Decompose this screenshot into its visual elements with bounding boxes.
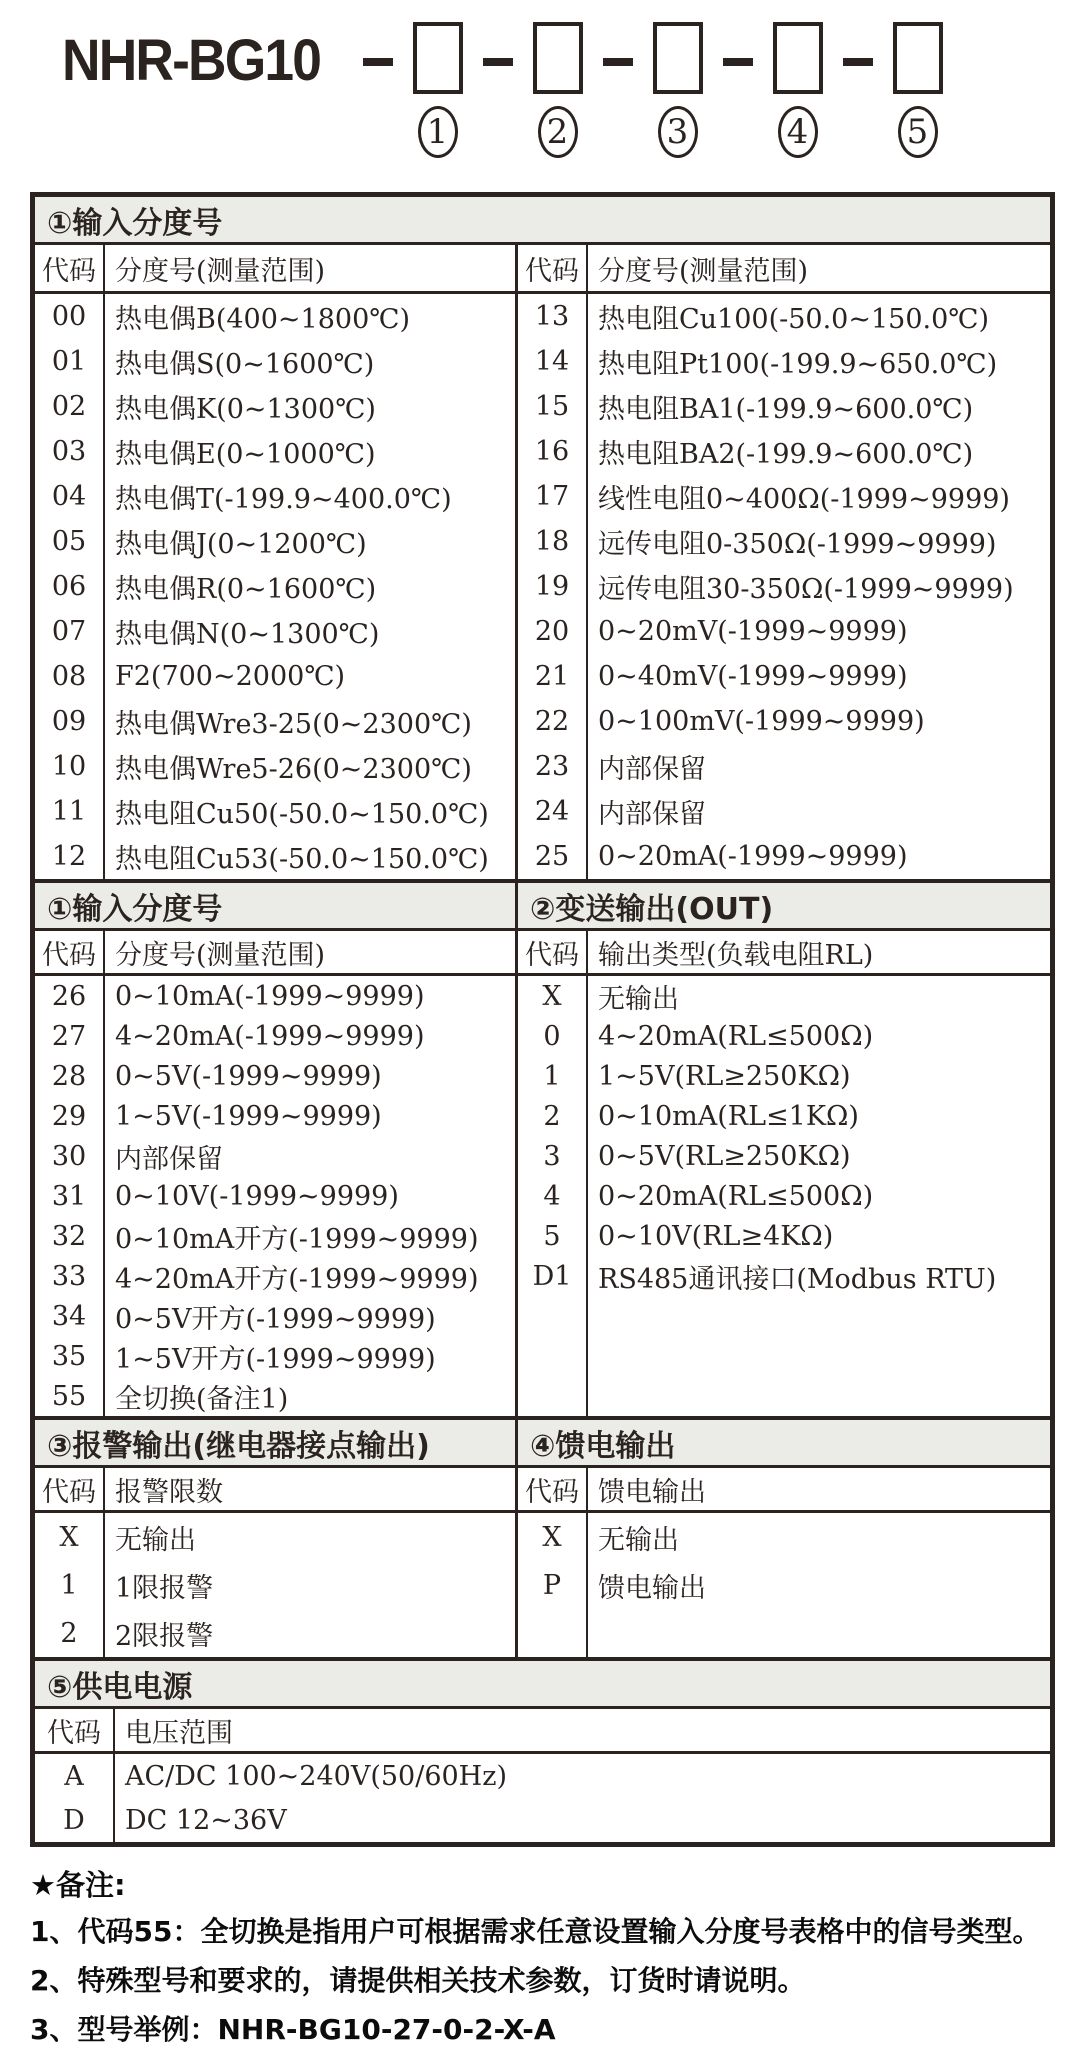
code-header: 代码 <box>518 1468 588 1510</box>
table-row <box>35 976 515 1016</box>
circled-number: 1 <box>418 106 458 158</box>
column-header-row <box>35 1468 515 1513</box>
code-cell: 4 <box>518 1176 588 1216</box>
note-item: 3、型号举例：NHR-BG10-27-0-2-X-A <box>30 2013 556 2046</box>
code-cell: 02 <box>35 384 105 429</box>
table-row <box>35 609 515 654</box>
table-row <box>518 654 1050 699</box>
table-row <box>35 1056 515 1096</box>
desc-cell: RS485通讯接口(Modbus RTU) <box>598 1263 997 1295</box>
table-row <box>35 564 515 609</box>
desc-header: 分度号(测量范围) <box>115 939 326 971</box>
desc-header: 报警限数 <box>115 1476 223 1508</box>
table-row <box>518 294 1050 339</box>
model-prefix: NHR-BG10 <box>62 28 321 93</box>
code-header: 代码 <box>518 245 588 291</box>
table-row <box>35 1336 515 1376</box>
dash-separator <box>603 58 633 66</box>
code-cell: D1 <box>518 1256 588 1296</box>
desc-cell: 0~20mA(RL≤500Ω) <box>598 1180 874 1212</box>
table-row <box>35 1136 515 1176</box>
code-cell: 2 <box>35 1609 105 1657</box>
code-cell: 03 <box>35 429 105 474</box>
code-cell: 22 <box>518 699 588 744</box>
table-row <box>518 519 1050 564</box>
code-header: 代码 <box>35 1709 115 1751</box>
table-row <box>518 429 1050 474</box>
code-cell: 55 <box>35 1376 105 1416</box>
column-header-row <box>518 931 1050 976</box>
desc-cell: 热电偶Wre3-25(0~2300℃) <box>115 709 472 740</box>
input-codes-left-panel <box>35 245 518 879</box>
desc-cell: 热电阻Cu100(-50.0~150.0℃) <box>598 304 990 335</box>
table-row <box>35 699 515 744</box>
desc-cell: 无输出 <box>115 1524 196 1556</box>
desc-cell: DC 12~36V <box>125 1804 287 1836</box>
code-cell: 24 <box>518 789 588 834</box>
circled-number: 4 <box>778 106 818 158</box>
desc-header: 分度号(测量范围) <box>598 255 809 287</box>
code-header: 代码 <box>35 1468 105 1510</box>
table-row <box>35 429 515 474</box>
desc-cell: 0~10mA(-1999~9999) <box>115 980 425 1012</box>
desc-cell: 热电偶T(-199.9~400.0℃) <box>115 484 452 515</box>
desc-header: 馈电输出 <box>598 1476 706 1508</box>
code-cell: 3 <box>518 1136 588 1176</box>
table-row <box>35 474 515 519</box>
code-cell: 17 <box>518 474 588 519</box>
table-row <box>518 834 1050 879</box>
desc-cell: F2(700~2000℃) <box>115 661 346 692</box>
table-row <box>518 1256 1050 1296</box>
code-cell: 21 <box>518 654 588 699</box>
section-title-alarm: ③报警输出(继电器接点输出) <box>35 1420 518 1468</box>
code-cell: X <box>518 976 588 1016</box>
section-title-input-1: ①输入分度号 <box>35 197 1050 245</box>
input-codes-cont-panel <box>35 931 518 1416</box>
table-row <box>518 339 1050 384</box>
table-row <box>518 1513 1050 1561</box>
circled-number: 5 <box>898 106 938 158</box>
desc-cell: 内部保留 <box>115 1143 223 1175</box>
desc-cell: 热电偶R(0~1600℃) <box>115 574 377 605</box>
code-cell: 08 <box>35 654 105 699</box>
code-cell: 32 <box>35 1216 105 1256</box>
desc-cell: 内部保留 <box>598 754 706 785</box>
desc-cell: 馈电输出 <box>598 1572 706 1604</box>
desc-cell: 远传电阻0-350Ω(-1999~9999) <box>598 529 997 560</box>
desc-header: 分度号(测量范围) <box>115 255 326 287</box>
desc-cell: 全切换(备注1) <box>115 1383 289 1415</box>
desc-cell: 4~20mA开方(-1999~9999) <box>115 1263 479 1295</box>
table-row <box>35 789 515 834</box>
desc-cell: 0~20mV(-1999~9999) <box>598 616 908 647</box>
table-row <box>35 519 515 564</box>
section-title-output: ②变送输出(OUT) <box>518 883 1050 931</box>
code-cell: 01 <box>35 339 105 384</box>
desc-cell: 无输出 <box>598 983 679 1015</box>
desc-header: 输出类型(负载电阻RL) <box>598 939 874 971</box>
code-cell: 10 <box>35 744 105 789</box>
desc-cell: 热电偶B(400~1800℃) <box>115 304 410 335</box>
model-slot <box>703 22 823 158</box>
desc-cell: 0~10mA开方(-1999~9999) <box>115 1223 479 1255</box>
table-row <box>518 609 1050 654</box>
table-row <box>518 1176 1050 1216</box>
note-item: 1、代码55：全切换是指用户可根据需求任意设置输入分度号表格中的信号类型。 <box>30 1915 1041 1948</box>
desc-cell: 1~5V(-1999~9999) <box>115 1100 382 1132</box>
code-cell: 20 <box>518 609 588 654</box>
code-cell: 16 <box>518 429 588 474</box>
empty-filler <box>518 1296 1050 1416</box>
desc-cell: 无输出 <box>598 1524 679 1556</box>
code-header: 代码 <box>35 931 105 973</box>
code-cell: 18 <box>518 519 588 564</box>
desc-cell: 热电偶K(0~1300℃) <box>115 394 376 425</box>
desc-cell: 热电偶E(0~1000℃) <box>115 439 376 470</box>
desc-cell: 0~5V开方(-1999~9999) <box>115 1303 436 1335</box>
code-cell: 0 <box>518 1016 588 1056</box>
desc-cell: 2限报警 <box>115 1620 214 1652</box>
dash-separator <box>843 58 873 66</box>
section-input-cont-and-output <box>35 879 1050 1416</box>
table-row <box>35 1609 515 1657</box>
table-row <box>518 1136 1050 1176</box>
table-row <box>35 1513 515 1561</box>
column-header-row <box>35 1709 1050 1754</box>
column-header-row <box>518 1468 1050 1513</box>
section-input-codes-1 <box>35 197 1050 879</box>
code-header: 代码 <box>35 245 105 291</box>
empty-filler <box>518 1609 1050 1657</box>
table-row <box>518 789 1050 834</box>
desc-cell: 热电偶Wre5-26(0~2300℃) <box>115 754 472 785</box>
table-row <box>35 1016 515 1056</box>
dash-separator <box>483 58 513 66</box>
dash-separator <box>723 58 753 66</box>
code-cell: 30 <box>35 1136 105 1176</box>
desc-cell: 0~10mA(RL≤1KΩ) <box>598 1100 859 1132</box>
table-row <box>518 699 1050 744</box>
desc-cell: 0~100mV(-1999~9999) <box>598 706 925 737</box>
code-cell: 13 <box>518 294 588 339</box>
table-row <box>518 384 1050 429</box>
desc-cell: 热电偶S(0~1600℃) <box>115 349 375 380</box>
code-cell: 31 <box>35 1176 105 1216</box>
code-cell: 5 <box>518 1216 588 1256</box>
table-row <box>35 1176 515 1216</box>
power-supply-panel <box>35 1709 1050 1842</box>
circled-number: 2 <box>538 106 578 158</box>
desc-header: 电压范围 <box>125 1717 233 1749</box>
code-cell: 33 <box>35 1256 105 1296</box>
column-header-row <box>35 931 515 976</box>
code-cell: 14 <box>518 339 588 384</box>
table-row <box>35 1376 515 1416</box>
code-cell: 19 <box>518 564 588 609</box>
table-row <box>35 1256 515 1296</box>
model-code-box <box>653 22 703 94</box>
desc-cell: 1~5V开方(-1999~9999) <box>115 1343 436 1375</box>
model-slot <box>583 22 703 158</box>
table-row <box>518 976 1050 1016</box>
feed-output-panel <box>518 1468 1050 1657</box>
code-cell: X <box>518 1513 588 1561</box>
table-row <box>518 474 1050 519</box>
notes-heading: ★备注: <box>30 1868 126 1902</box>
desc-cell: 热电阻BA2(-199.9~600.0℃) <box>598 439 974 470</box>
table-row <box>518 1056 1050 1096</box>
table-row <box>35 1096 515 1136</box>
table-row <box>35 1216 515 1256</box>
code-cell: D <box>35 1798 115 1842</box>
code-cell: 28 <box>35 1056 105 1096</box>
model-code-box <box>413 22 463 94</box>
code-cell: 15 <box>518 384 588 429</box>
code-cell: 04 <box>35 474 105 519</box>
code-cell: 05 <box>35 519 105 564</box>
code-header: 代码 <box>518 931 588 973</box>
code-cell: 27 <box>35 1016 105 1056</box>
code-cell: 00 <box>35 294 105 339</box>
code-cell: 34 <box>35 1296 105 1336</box>
desc-cell: 0~5V(RL≥250KΩ) <box>598 1140 851 1172</box>
desc-cell: 热电阻Cu53(-50.0~150.0℃) <box>115 844 489 875</box>
code-cell: 25 <box>518 834 588 879</box>
model-slot <box>343 22 463 158</box>
code-cell: 1 <box>35 1561 105 1609</box>
notes-block <box>30 1863 1060 2054</box>
desc-cell: 1限报警 <box>115 1572 214 1604</box>
code-cell: 23 <box>518 744 588 789</box>
section-power-supply <box>35 1657 1050 1842</box>
table-row <box>518 1561 1050 1609</box>
desc-cell: 1~5V(RL≥250KΩ) <box>598 1060 851 1092</box>
table-row <box>35 339 515 384</box>
code-cell: 06 <box>35 564 105 609</box>
input-codes-right-panel <box>518 245 1050 879</box>
desc-cell: 线性电阻0~400Ω(-1999~9999) <box>598 484 1010 515</box>
table-row <box>35 384 515 429</box>
table-row <box>518 1096 1050 1136</box>
code-cell: 12 <box>35 834 105 879</box>
desc-cell: 0~10V(RL≥4KΩ) <box>598 1220 834 1252</box>
model-code-box <box>893 22 943 94</box>
table-row <box>518 564 1050 609</box>
desc-cell: 0~10V(-1999~9999) <box>115 1180 399 1212</box>
circled-number: 3 <box>658 106 698 158</box>
desc-cell: AC/DC 100~240V(50/60Hz) <box>125 1760 507 1792</box>
code-cell: 07 <box>35 609 105 654</box>
table-row <box>35 1296 515 1336</box>
table-row <box>518 744 1050 789</box>
code-cell: P <box>518 1561 588 1609</box>
column-header-row <box>35 245 515 294</box>
code-cell: 1 <box>518 1056 588 1096</box>
desc-cell: 4~20mA(RL≤500Ω) <box>598 1020 874 1052</box>
desc-cell: 热电偶J(0~1200℃) <box>115 529 367 560</box>
table-row <box>35 654 515 699</box>
code-cell: X <box>35 1513 105 1561</box>
model-code-box <box>533 22 583 94</box>
table-row <box>35 834 515 879</box>
model-code-box <box>773 22 823 94</box>
model-code-line <box>0 0 1080 158</box>
table-row <box>35 1561 515 1609</box>
selection-table <box>30 192 1055 1847</box>
desc-cell: 0~20mA(-1999~9999) <box>598 841 908 872</box>
desc-cell: 热电偶N(0~1300℃) <box>115 619 380 650</box>
code-cell: 11 <box>35 789 105 834</box>
desc-cell: 4~20mA(-1999~9999) <box>115 1020 425 1052</box>
desc-cell: 热电阻Pt100(-199.9~650.0℃) <box>598 349 998 380</box>
code-cell: 26 <box>35 976 105 1016</box>
code-cell: A <box>35 1754 115 1798</box>
section-alarm-and-feed <box>35 1416 1050 1657</box>
desc-cell: 热电阻BA1(-199.9~600.0℃) <box>598 394 974 425</box>
section-title-input-2: ①输入分度号 <box>35 883 518 931</box>
desc-cell: 0~5V(-1999~9999) <box>115 1060 382 1092</box>
desc-cell: 0~40mV(-1999~9999) <box>598 661 908 692</box>
table-row <box>518 1216 1050 1256</box>
desc-cell: 内部保留 <box>598 799 706 830</box>
table-row <box>35 294 515 339</box>
section-title-feed: ④馈电输出 <box>518 1420 1050 1468</box>
alarm-output-panel <box>35 1468 518 1657</box>
section-title-power: ⑤供电电源 <box>35 1661 1050 1709</box>
transmit-output-panel <box>518 931 1050 1416</box>
column-header-row <box>518 245 1050 294</box>
code-cell: 2 <box>518 1096 588 1136</box>
code-cell: 09 <box>35 699 105 744</box>
note-item: 2、特殊型号和要求的，请提供相关技术参数，订货时请说明。 <box>30 1964 806 1997</box>
table-row <box>35 1754 1050 1798</box>
desc-cell: 热电阻Cu50(-50.0~150.0℃) <box>115 799 489 830</box>
desc-cell: 远传电阻30-350Ω(-1999~9999) <box>598 574 1014 605</box>
dash-separator <box>363 58 393 66</box>
table-row <box>518 1016 1050 1056</box>
model-slot <box>463 22 583 158</box>
table-row <box>35 744 515 789</box>
model-slots <box>343 22 943 158</box>
table-row <box>35 1798 1050 1842</box>
code-cell: 29 <box>35 1096 105 1136</box>
code-cell: 35 <box>35 1336 105 1376</box>
model-slot <box>823 22 943 158</box>
